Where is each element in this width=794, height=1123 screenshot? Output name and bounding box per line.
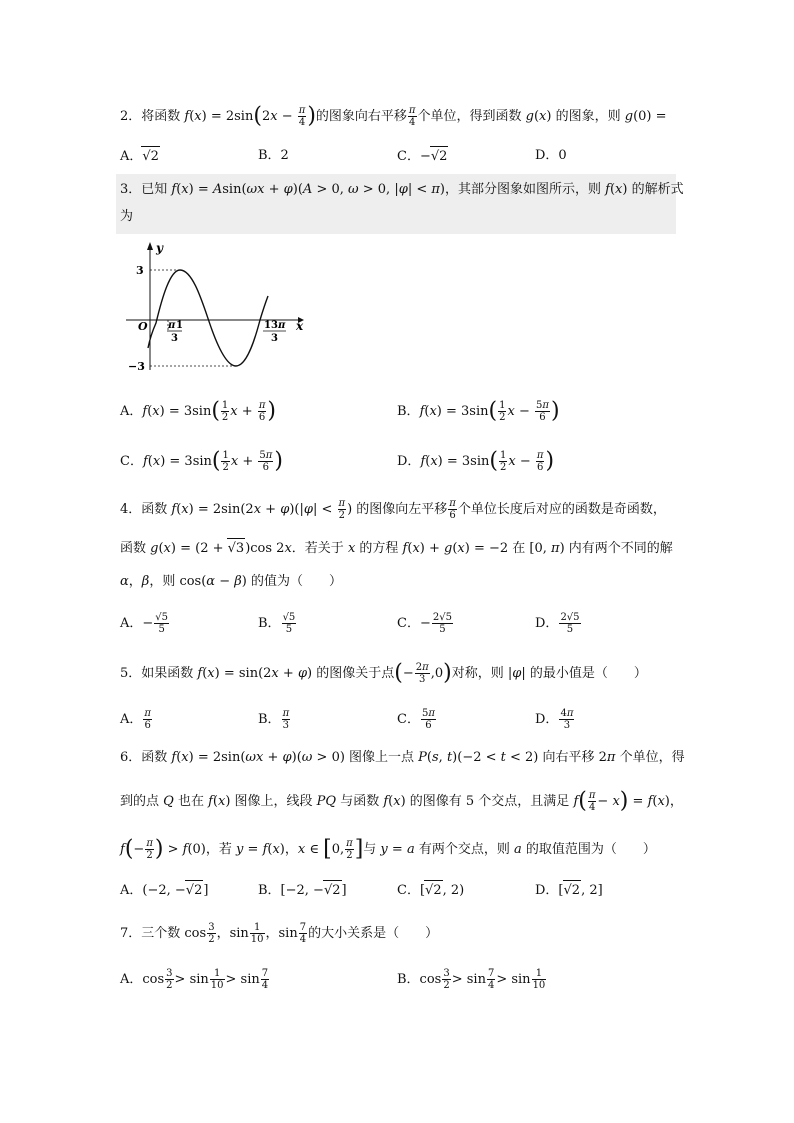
- q7-option-b[interactable]: B．cos $\frac{3}{2}$ > sin $\frac{7}{4}$ > sin $\frac{1}{10}$: [397, 968, 546, 991]
- q3-option-d[interactable]: D．f(x) = 3sin( $\frac{1}{2}$ x − $\frac{\pi}{6}$ ): [397, 448, 555, 474]
- q2-option-c[interactable]: C．−√2: [397, 146, 448, 167]
- svg-text:3: 3: [271, 333, 278, 344]
- svg-text:3: 3: [171, 333, 178, 344]
- q2-option-d[interactable]: D．0: [535, 148, 567, 163]
- y-axis-arrow: [147, 242, 153, 250]
- question-3-text-cont: 为: [120, 209, 134, 224]
- q3-sine-graph: [118, 238, 308, 378]
- question-4-text-2: 函数 g(x) = (2 + √3)cos 2x．若关于 x 的方程 f(x) + g(x) = −2 在 [0, π) 内有两个不同的解: [120, 538, 673, 559]
- q5-option-d[interactable]: D． $\frac{4\pi}{3}$: [535, 708, 574, 731]
- question-6-text-3: f(− $\frac{\pi}{2}$ ) > f(0)，若 y = f(x)，x ∈ [0, $\frac{\pi}{2}$ ]与 y = a 有两个交点，则 a 的取值范围为（ ）: [120, 836, 656, 862]
- question-6-text-1: 6．函数 f(x) = 2sin(ωx + φ)(ω > 0) 图像上一点 P(s, t)(−2 < t < 2) 向右平移 2π 个单位，得: [120, 750, 685, 765]
- q6-option-b[interactable]: B．[−2, −√2]: [258, 880, 347, 901]
- x-axis-label: x: [296, 319, 304, 333]
- question-4-text-3: α，β，则 cos(α − β) 的值为（ ）: [120, 574, 342, 589]
- x-tick-13pi-over-3: [263, 320, 286, 344]
- q4-option-c[interactable]: C．− $\frac{2√5}{5}$: [397, 612, 452, 635]
- y-tick-neg3: −3: [128, 360, 145, 373]
- y-tick-3: 3: [136, 264, 144, 277]
- q2-option-b[interactable]: B．2: [258, 148, 289, 163]
- q2-option-a[interactable]: A．√2: [120, 146, 160, 167]
- sine-curve: [148, 270, 268, 366]
- y-axis-label: y: [156, 241, 163, 255]
- svg-text:π: π: [278, 320, 286, 331]
- q6-option-d[interactable]: D．[√2, 2]: [535, 880, 603, 901]
- q4-option-b[interactable]: B． $\frac{√5}{5}$: [258, 612, 296, 635]
- question-5-text: 5．如果函数 f(x) = sin(2x + φ) 的图像关于点(− $\frac{2\pi}{3}$ ,0)对称，则 |φ| 的最小值是（ ）: [120, 660, 647, 686]
- question-3-text: 3．已知 f(x) = Asin(ωx + φ)(A > 0, ω > 0, |φ| < π)，其部分图象如图所示，则 f(x) 的解析式: [120, 182, 684, 197]
- q6-option-a[interactable]: A．(−2, −√2]: [120, 880, 208, 901]
- q3-option-b[interactable]: B．f(x) = 3sin( $\frac{1}{2}$ x − $\frac{5\pi}{6}$ ): [397, 398, 560, 424]
- q5-option-b[interactable]: B． $\frac{\pi}{3}$: [258, 708, 290, 731]
- svg-text:π: π: [168, 320, 176, 331]
- question-2-text: 2．将函数 f(x) = 2sin(2x − $\frac{\pi}{4}$ )的图象向右平移 $\frac{\pi}{4}$ 个单位，得到函数 g(x) 的图象，则 g(0) =: [120, 103, 667, 129]
- q4-option-d[interactable]: D． $\frac{2√5}{5}$: [535, 612, 580, 635]
- origin-label: O: [138, 320, 148, 333]
- q4-option-a[interactable]: A．− $\frac{√5}{5}$: [120, 612, 169, 635]
- q5-option-c[interactable]: C． $\frac{5\pi}{6}$: [397, 708, 435, 731]
- q3-option-a[interactable]: A．f(x) = 3sin( $\frac{1}{2}$ x + $\frac{\pi}{6}$ ): [120, 398, 276, 424]
- svg-text:1: 1: [176, 320, 183, 331]
- q6-option-c[interactable]: C．[√2, 2): [397, 880, 464, 901]
- q7-option-a[interactable]: A．cos $\frac{3}{2}$ > sin $\frac{1}{10}$ > sin $\frac{7}{4}$: [120, 968, 269, 991]
- q5-option-a[interactable]: A． $\frac{\pi}{6}$: [120, 708, 151, 731]
- question-7-text: 7．三个数 cos $\frac{3}{2}$ ，sin $\frac{1}{10}$ ，sin $\frac{7}{4}$ 的大小关系是（ ）: [120, 922, 439, 945]
- x-tick-pi-over-3: [167, 320, 183, 344]
- question-6-text-2: 到的点 Q 也在 f(x) 图像上，线段 PQ 与函数 f(x) 的图像有 5 个交点，且满足 f( $\frac{\pi}{4}$ − x) = f(x)，: [120, 788, 683, 814]
- svg-text:13: 13: [264, 320, 278, 331]
- q3-option-c[interactable]: C．f(x) = 3sin( $\frac{1}{2}$ x + $\frac{5\pi}{6}$ ): [120, 448, 283, 474]
- question-4-text-1: 4．函数 f(x) = 2sin(2x + φ)(|φ| < $\frac{\pi}{2}$ ) 的图像向左平移 $\frac{\pi}{6}$ 个单位长度后对应的函数是奇函数，: [120, 498, 666, 521]
